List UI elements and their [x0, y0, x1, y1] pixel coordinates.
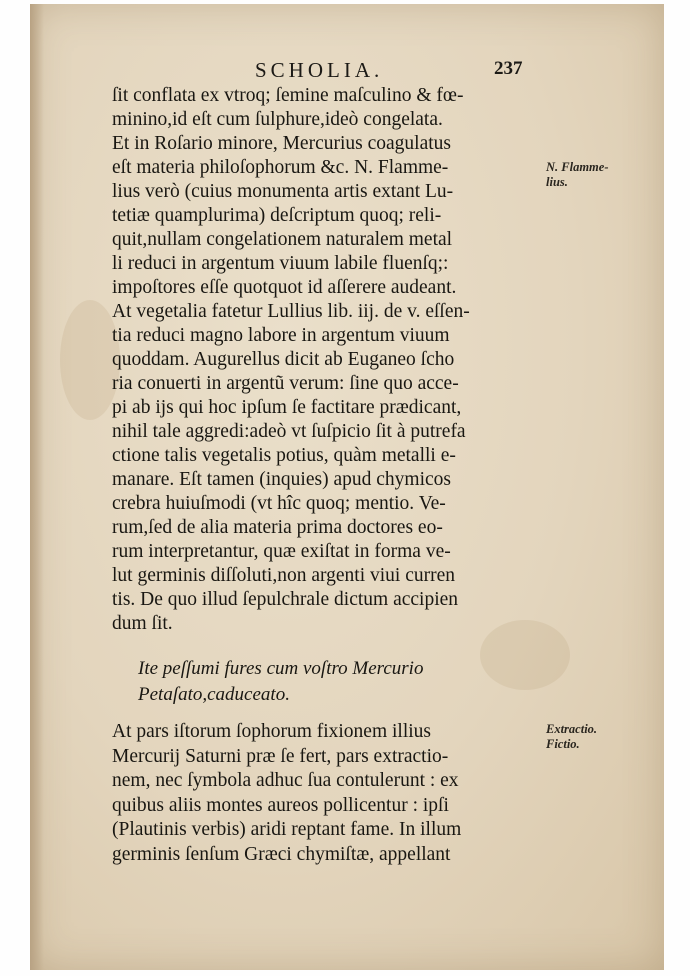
text-line: nem, nec ſymbola adhuc ſua contulerunt : ex [112, 770, 459, 791]
text-line: quoddam. Augurellus dicit ab Euganeo ſcho [112, 349, 455, 370]
text-line: Et in Roſario minore, Mercurius coagulatus [112, 133, 452, 154]
text-line: ctione talis vegetalis potius, quàm metalli e- [112, 445, 456, 466]
text-line: rum interpretantur, quæ exiſtat in forma ve- [112, 541, 451, 562]
text-line: lut germinis diſſoluti,non argenti viui curren [112, 565, 456, 586]
text-line: quit,nullam congelationem naturalem metal [112, 229, 453, 250]
text-line: manare. Eſt tamen (inquies) apud chymicos [112, 469, 451, 490]
text-line: ria conuerti in argentũ verum: ſine quo acce- [112, 373, 459, 394]
paper-stain [60, 300, 120, 420]
margin-note-flammelius [546, 160, 609, 190]
margin-note-line: Extractio. [546, 722, 598, 736]
text-line: eſt materia philoſophorum &c. N. Flamme- [112, 157, 449, 178]
margin-note-line: Fictio. [546, 737, 580, 751]
text-line: minino,id eſt cum ſulphure,ideò congelata. [112, 109, 443, 130]
text-line: Mercurij Saturni præ ſe fert, pars extractio- [112, 745, 449, 767]
text-line: pi ab ijs qui hoc ipſum ſe factitare prædicant, [112, 397, 462, 418]
text-line: tia reduci magno labore in argentum viuum [112, 325, 450, 346]
text-line: tis. De quo illud ſepulchrale dictum accipien [112, 589, 459, 610]
text-line: rum,ſed de alia materia prima doctores eo- [112, 517, 443, 538]
text-line: ſit conflata ex vtroq; ſemine maſculino & fœ- [112, 85, 464, 106]
text-line: li reduci in argentum viuum labile fluenſq;: [112, 253, 449, 274]
quote-line: Petaſato,caduceato. [138, 684, 290, 705]
margin-note-extractio [546, 722, 597, 752]
text-line: quibus aliis montes aureos pollicentur : ipſi [112, 794, 449, 816]
text-line: tetiæ quamplurima) deſcriptum quoq; reli- [112, 205, 442, 226]
text-line: (Plautinis verbis) aridi reptant fame. In illum [112, 819, 462, 840]
second-paragraph [112, 720, 542, 867]
text-line: At pars iſtorum ſophorum fixionem illius [112, 721, 432, 742]
page-number: 237 [494, 58, 523, 79]
page-spine-shadow [30, 4, 44, 970]
text-line: lius verò (cuius monumenta artis extant Lu- [112, 181, 454, 202]
text-line: crebra huiuſmodi (vt hîc quoq; mentio. Ve- [112, 493, 446, 514]
margin-note-line: N. Flamme- [546, 160, 609, 174]
running-header: SCHOLIA. [255, 58, 384, 82]
text-line: nihil tale aggredi:adeò vt ſuſpicio ſit à putrefa [112, 421, 466, 442]
text-line: germinis ſenſum Græci chymiſtæ, appellant [112, 843, 451, 865]
text-line: impoſtores eſſe quotquot id aſſerere audeant. [112, 277, 457, 298]
text-line: At vegetalia fatetur Lullius lib. iij. de v. eſſen- [112, 301, 470, 322]
text-line: dum ſit. [112, 613, 173, 634]
quote-line: Ite peſſumi fures cum voſtro Mercurio [138, 658, 424, 679]
italic-quotation [138, 656, 538, 708]
margin-note-line: lius. [546, 175, 568, 189]
main-text-block [112, 84, 542, 636]
